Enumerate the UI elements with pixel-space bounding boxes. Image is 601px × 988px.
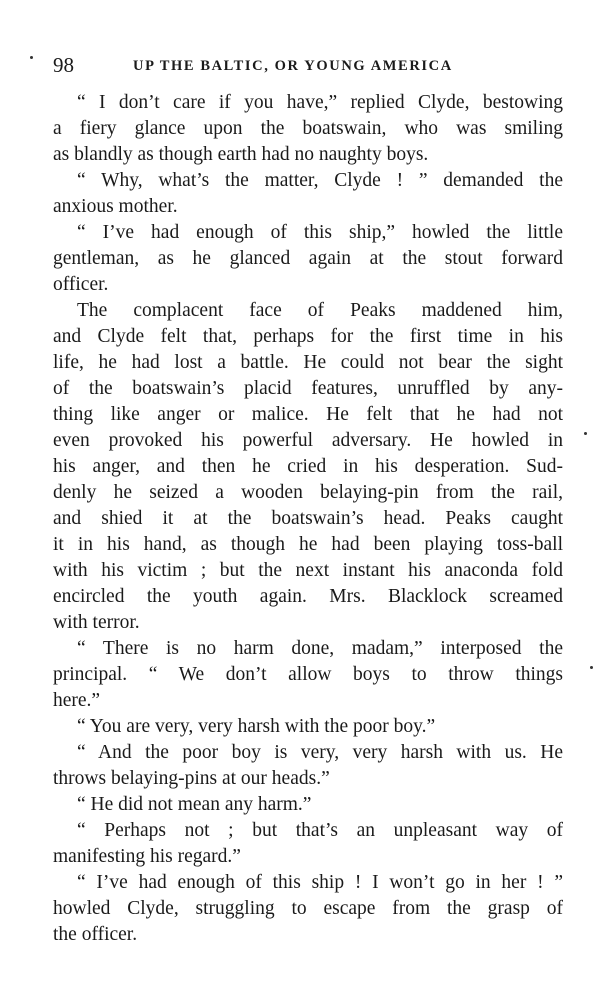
text-line: The complacent face of Peaks maddened him, <box>77 300 563 321</box>
text-line: “ There is no harm done, madam,” interposed the <box>77 638 563 659</box>
text-line: denly he seized a wooden belaying-pin from the rail, <box>53 482 563 503</box>
page-header <box>53 52 563 78</box>
text-line: and shied it at the boatswain’s head. Peaks caught <box>53 508 563 529</box>
text-line: officer. <box>53 274 109 295</box>
text-line: “ He did not mean any harm.” <box>77 794 312 815</box>
text-line: “ And the poor boy is very, very harsh with us. He <box>77 742 563 763</box>
text-line: “ Why, what’s the matter, Clyde ! ” demanded the <box>77 170 563 191</box>
running-head: UP THE BALTIC, OR YOUNG AMERICA <box>133 58 453 74</box>
text-line: his anger, and then he cried in his desperation. Sud- <box>53 456 563 477</box>
text-line: “ Perhaps not ; but that’s an unpleasant way of <box>77 820 563 841</box>
text-line: “ I’ve had enough of this ship ! I won’t go in her ! ” <box>77 872 563 893</box>
text-line: manifesting his regard.” <box>53 846 241 867</box>
page-number: 98 <box>53 53 74 77</box>
margin-speck <box>590 666 593 669</box>
text-line: the officer. <box>53 924 138 945</box>
text-line: as blandly as though earth had no naughty boys. <box>53 144 429 165</box>
text-line: thing like anger or malice. He felt that he had not <box>53 404 563 425</box>
text-line: and Clyde felt that, perhaps for the first time in his <box>53 326 563 347</box>
text-line: gentleman, as he glanced again at the stout forward <box>53 248 563 269</box>
text-line: “ I’ve had enough of this ship,” howled the little <box>77 222 563 243</box>
text-line: “ I don’t care if you have,” replied Clyde, bestowing <box>77 92 563 113</box>
margin-speck <box>30 56 33 59</box>
text-line: a fiery glance upon the boatswain, who was smiling <box>53 118 563 139</box>
text-line: howled Clyde, struggling to escape from the grasp of <box>53 898 563 919</box>
text-line: with his victim ; but the next instant his anaconda fold <box>53 560 563 581</box>
text-line: anxious mother. <box>53 196 178 217</box>
text-line: life, he had lost a battle. He could not bear the sight <box>53 352 563 373</box>
text-line: with terror. <box>53 612 140 633</box>
text-line: throws belaying-pins at our heads.” <box>53 768 330 789</box>
text-line: here.” <box>53 690 101 711</box>
body-text <box>53 90 563 948</box>
text-line: even provoked his powerful adversary. He howled in <box>53 430 563 451</box>
text-line: principal. “ We don’t allow boys to throw things <box>53 664 563 685</box>
text-line: it in his hand, as though he had been playing toss-ball <box>53 534 563 555</box>
text-line: of the boatswain’s placid features, unruffled by any- <box>53 378 563 399</box>
text-line: “ You are very, very harsh with the poor boy.” <box>77 716 436 737</box>
text-line: encircled the youth again. Mrs. Blacklock screamed <box>53 586 563 607</box>
margin-speck <box>584 432 587 435</box>
